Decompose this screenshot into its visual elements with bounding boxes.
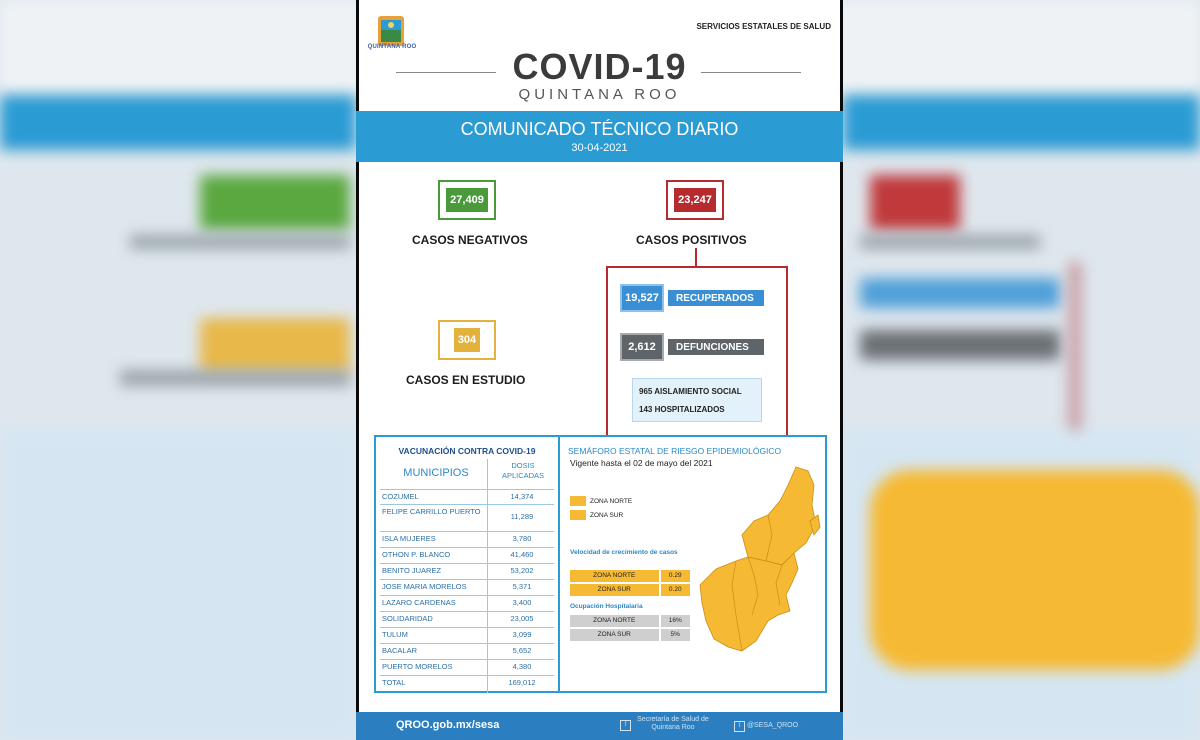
ocupacion-row-sur xyxy=(570,629,690,641)
municipio-name: TULUM xyxy=(382,630,408,639)
municipio-name: PUERTO MORELOS xyxy=(382,662,453,671)
hospitalizados-text: 143 HOSPITALIZADOS xyxy=(639,405,725,414)
agency-name: SERVICIOS ESTATALES DE SALUD xyxy=(696,22,831,31)
velocidad-table xyxy=(570,570,690,598)
footer-url[interactable]: QROO.gob.mx/sesa xyxy=(396,719,500,731)
footer-twitter[interactable] xyxy=(734,721,798,732)
bracket-right xyxy=(786,266,788,436)
footer-facebook[interactable] xyxy=(620,716,713,732)
row-divider xyxy=(380,504,554,505)
semaforo-vigencia: Vigente hasta el 02 de mayo del 2021 xyxy=(570,458,713,468)
estudio-value: 304 xyxy=(454,328,480,352)
row-divider xyxy=(380,627,554,628)
logo-caption: QUINTANA ROO xyxy=(367,44,417,50)
estudio-box xyxy=(438,320,496,360)
zona-norte-swatch xyxy=(570,496,586,506)
row-divider xyxy=(380,643,554,644)
velocidad-valor: 0.20 xyxy=(661,584,691,596)
velocidad-valor: 0.29 xyxy=(661,570,691,582)
bracket-top xyxy=(606,266,788,268)
col-dosis: DOSIS APLICADAS xyxy=(501,461,545,480)
row-divider xyxy=(380,595,554,596)
dosis-value: 3,400 xyxy=(512,598,532,607)
ocupacion-valor: 5% xyxy=(661,629,691,641)
semaforo-title: SEMÁFORO ESTATAL DE RIESGO EPIDEMIOLÓGICO xyxy=(568,446,782,456)
panel-divider xyxy=(558,437,560,691)
municipio-name: BACALAR xyxy=(382,646,418,655)
positivos-box xyxy=(666,180,724,220)
estudio-label: CASOS EN ESTUDIO xyxy=(406,373,526,387)
dosis-value: 3,099 xyxy=(512,630,532,639)
table-col-divider xyxy=(487,459,488,693)
twitter-label: @SESA_QROO xyxy=(746,722,799,729)
vaccination-semaforo-panel xyxy=(374,435,827,693)
row-divider xyxy=(380,563,554,564)
dosis-value: 3,780 xyxy=(512,534,532,543)
row-divider xyxy=(380,489,554,490)
municipio-name: COZUMEL xyxy=(382,492,419,501)
negativos-value: 27,409 xyxy=(446,188,488,212)
recuperados-row xyxy=(620,284,764,312)
vaccination-title: VACUNACIÓN CONTRA COVID-19 xyxy=(398,446,536,456)
positivos-connector xyxy=(695,248,697,266)
municipio-name: TOTAL xyxy=(382,678,406,687)
row-divider xyxy=(380,659,554,660)
bulletin-band xyxy=(356,111,843,162)
legend-zona-sur xyxy=(570,510,623,520)
bracket-left xyxy=(606,266,608,436)
twitter-icon: t xyxy=(734,721,745,732)
negativos-label: CASOS NEGATIVOS xyxy=(412,233,528,247)
row-divider xyxy=(380,531,554,532)
negativos-box xyxy=(438,180,496,220)
row-divider xyxy=(380,611,554,612)
ocupacion-table xyxy=(570,615,690,643)
dosis-value: 14,374 xyxy=(510,492,534,501)
dosis-value: 23,005 xyxy=(510,614,534,623)
defunciones-row xyxy=(620,333,764,361)
velocidad-row-norte xyxy=(570,570,690,582)
facebook-icon: f xyxy=(620,720,631,731)
dosis-value: 53,202 xyxy=(510,566,534,575)
municipio-name: BENITO JUAREZ xyxy=(382,566,442,575)
municipio-name: SOLIDARIDAD xyxy=(382,614,433,623)
dosis-value: 169,012 xyxy=(508,678,536,687)
municipio-name: OTHON P. BLANCO xyxy=(382,550,451,559)
facebook-label: Secretaría de Salud de Quintana Roo xyxy=(637,716,709,731)
bulletin-date: 30-04-2021 xyxy=(571,142,628,154)
municipio-name: FELIPE CARRILLO PUERTO xyxy=(382,507,481,516)
positivos-label: CASOS POSITIVOS xyxy=(636,233,747,247)
legend-zona-norte xyxy=(570,496,632,506)
defunciones-label: DEFUNCIONES xyxy=(668,339,764,355)
zona-norte-region xyxy=(742,467,816,565)
page-subtitle: QUINTANA ROO xyxy=(518,86,681,103)
dosis-value: 11,289 xyxy=(510,512,534,521)
bulletin-title: COMUNICADO TÉCNICO DIARIO xyxy=(460,119,739,139)
recuperados-value: 19,527 xyxy=(620,284,664,312)
velocidad-zona: ZONA SUR xyxy=(570,584,659,596)
municipio-name: JOSE MARIA MORELOS xyxy=(382,582,467,591)
ocupacion-zona: ZONA NORTE xyxy=(570,615,659,627)
row-divider xyxy=(380,579,554,580)
ocupacion-zona: ZONA SUR xyxy=(570,629,659,641)
legend-zona-norte-label: ZONA NORTE xyxy=(590,497,633,505)
municipio-name: LAZARO CARDENAS xyxy=(382,598,456,607)
legend-zona-sur-label: ZONA SUR xyxy=(590,511,624,519)
row-divider xyxy=(380,547,554,548)
dosis-value: 41,460 xyxy=(510,550,534,559)
footer-bar xyxy=(356,712,843,740)
velocidad-row-sur xyxy=(570,584,690,596)
isolation-box xyxy=(632,378,762,422)
row-divider xyxy=(380,675,554,676)
ocupacion-row-norte xyxy=(570,615,690,627)
velocidad-title: Velocidad de crecimiento de casos xyxy=(570,549,678,556)
defunciones-value: 2,612 xyxy=(620,333,664,361)
recuperados-label: RECUPERADOS xyxy=(668,290,764,306)
col-municipios: MUNICIPIOS xyxy=(403,467,469,479)
zona-sur-region xyxy=(700,553,798,651)
dosis-value: 5,371 xyxy=(512,582,532,591)
quintana-roo-map xyxy=(696,465,826,655)
bulletin-sheet xyxy=(356,0,843,740)
aislamiento-text: 965 AISLAMIENTO SOCIAL xyxy=(639,387,742,396)
velocidad-zona: ZONA NORTE xyxy=(570,570,659,582)
municipio-name: ISLA MUJERES xyxy=(382,534,436,543)
dosis-value: 4,380 xyxy=(512,662,532,671)
ocupacion-valor: 16% xyxy=(661,615,691,627)
positivos-value: 23,247 xyxy=(674,188,716,212)
page-title: COVID-19 xyxy=(512,46,687,87)
ocupacion-title: Ocupación Hospitalaria xyxy=(570,603,643,610)
dosis-value: 5,652 xyxy=(512,646,532,655)
zona-sur-swatch xyxy=(570,510,586,520)
